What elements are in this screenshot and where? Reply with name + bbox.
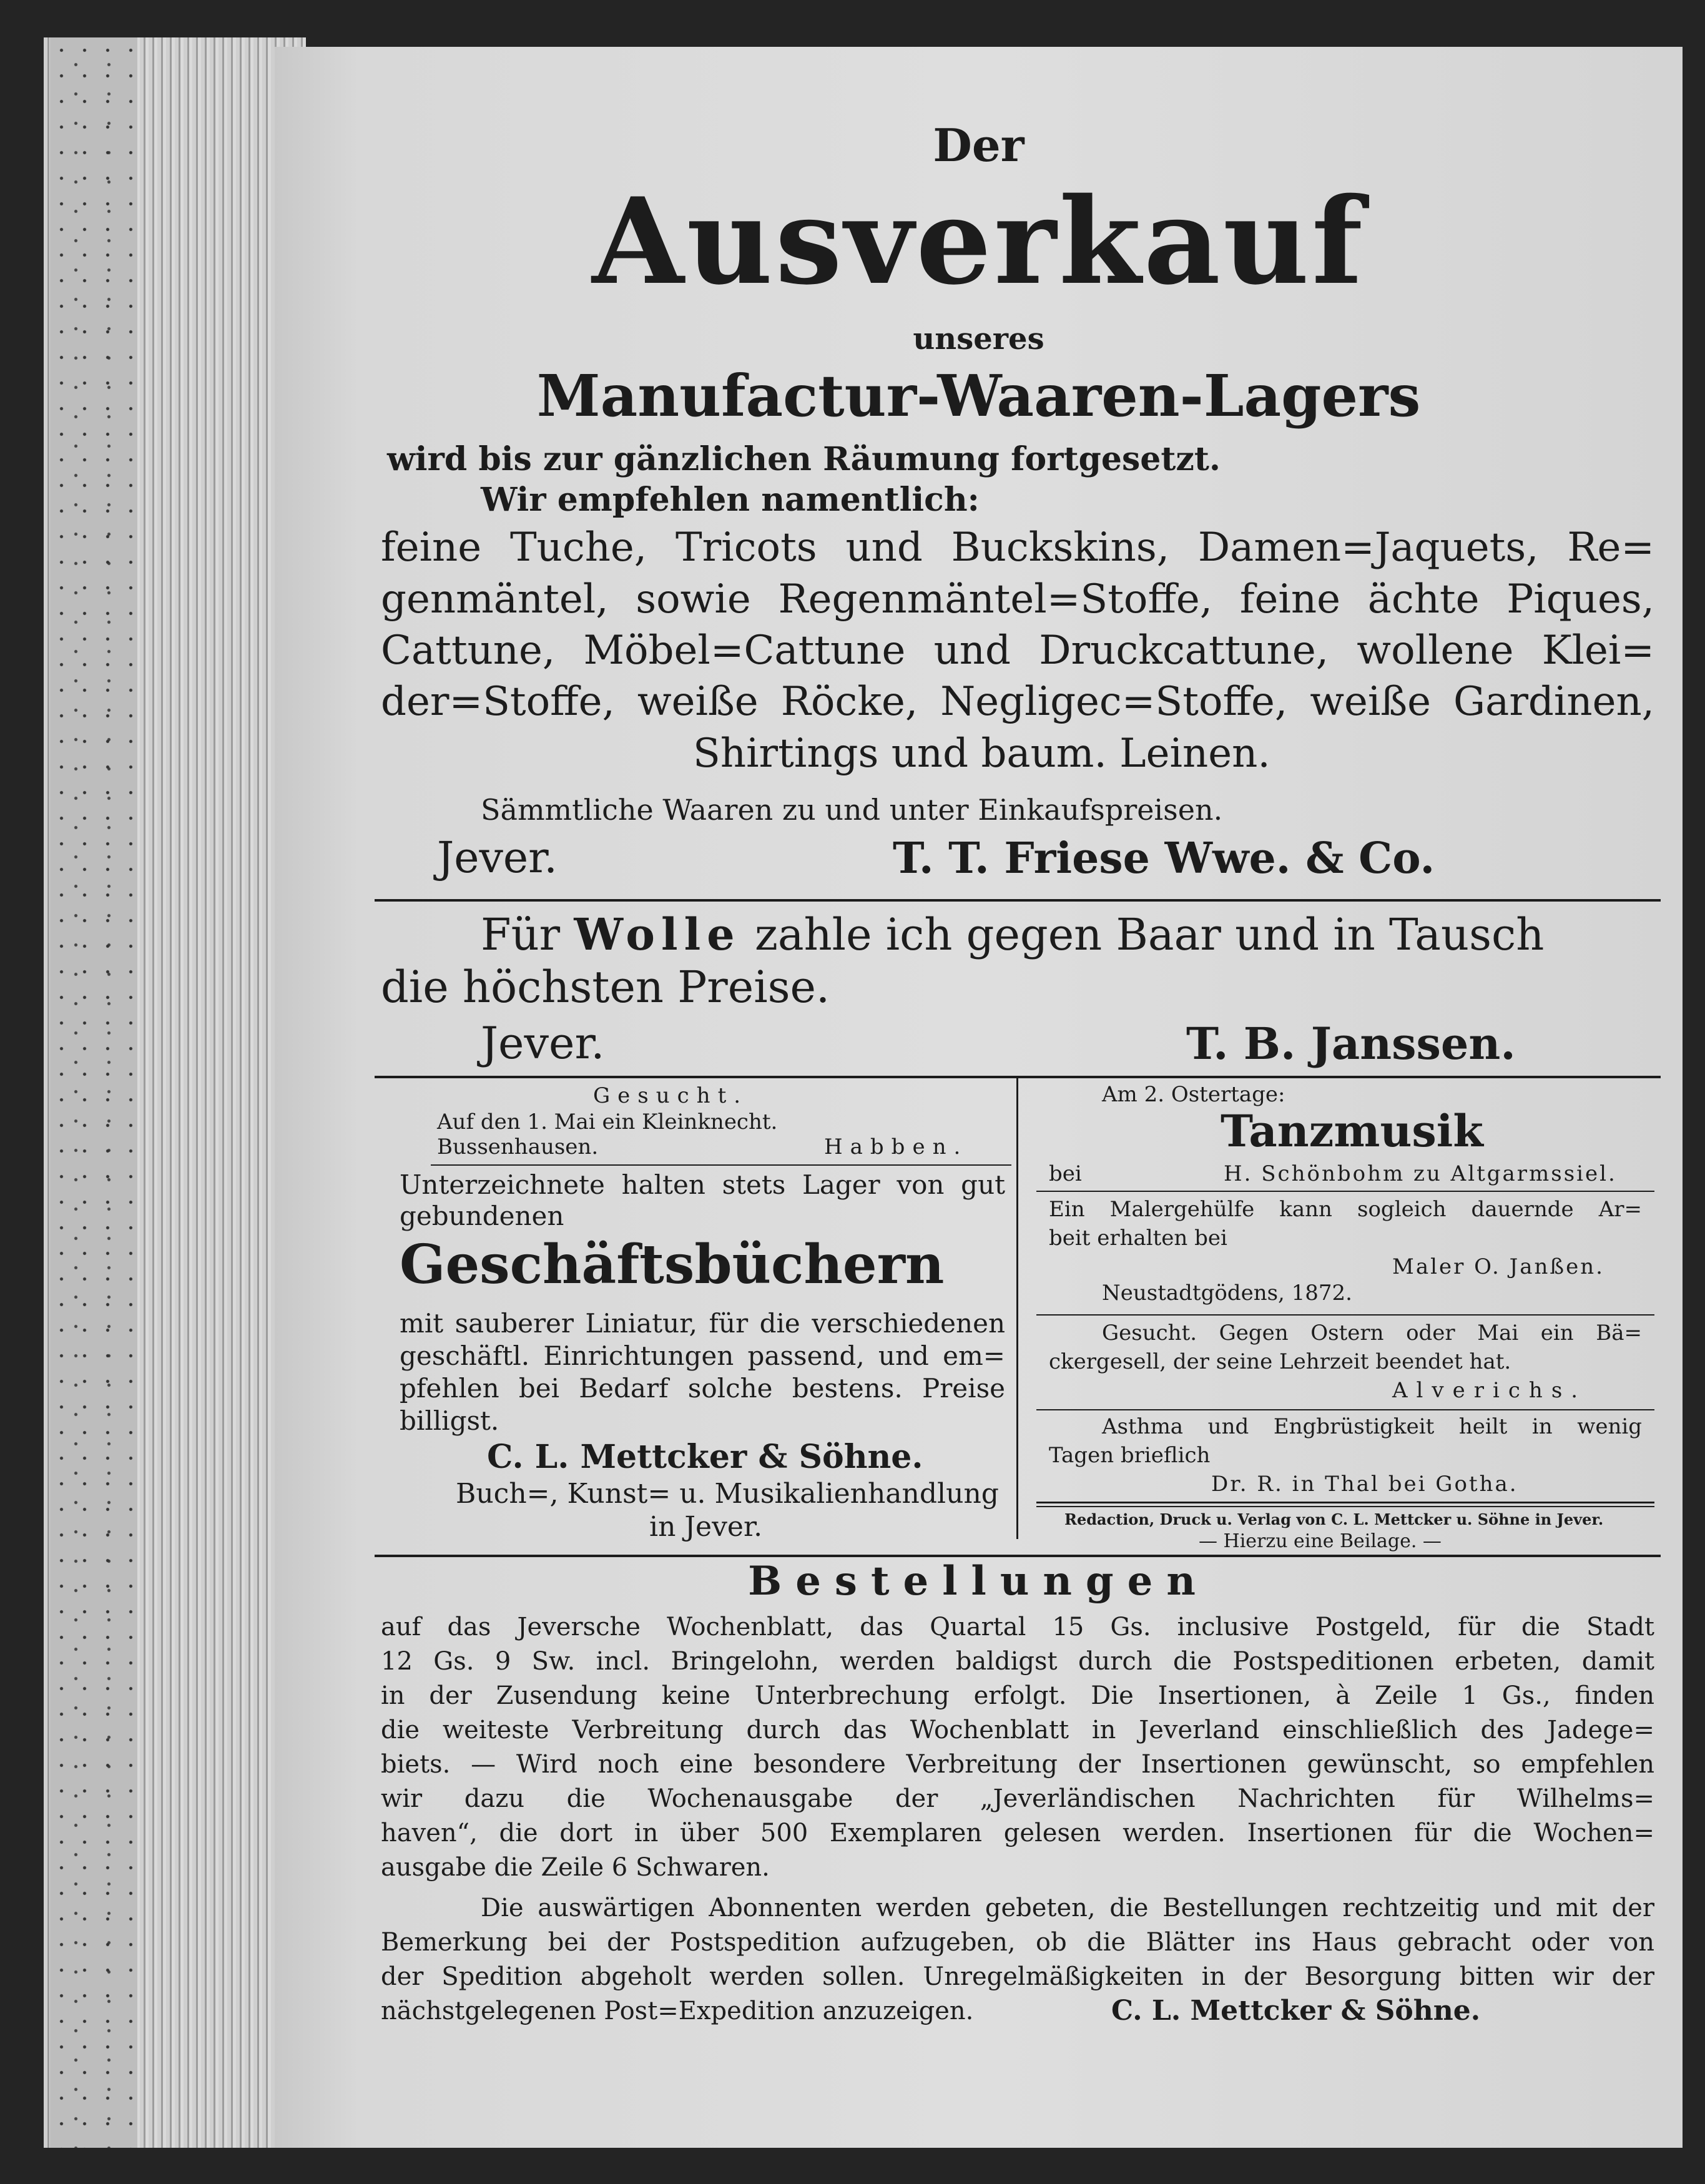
ad-der: Der <box>933 119 1024 172</box>
bestellungen-line: wir dazu die Wochenausgabe der „Jeverländischen Nachrichten für Wilhelms= <box>381 1784 1654 1813</box>
ad-manufactur: Manufactur-Waaren-Lagers <box>536 362 1421 430</box>
ad-ausverkauf-line2: Wir empfehlen namentlich: <box>481 481 980 519</box>
ad-maler-line1: Ein Malergehülfe kann sogleich dauernde Ar= <box>1049 1197 1642 1222</box>
divider <box>375 1555 1661 1557</box>
ad-wolle-line1 <box>481 908 1544 960</box>
ad-goods-line: feine Tuche, Tricots und Buckskins, Damen=Jaquets, Re= <box>381 524 1654 571</box>
ad-maler-line2: beit erhalten bei <box>1049 1226 1227 1251</box>
ad-wolle-name: T. B. Janssen. <box>1186 1018 1516 1070</box>
ad-gesucht-title: Gesucht. <box>593 1083 749 1108</box>
divider <box>1036 1191 1654 1192</box>
bestellungen-line: haven“, die dort in über 500 Exemplaren gelesen werden. Insertionen für die Wochen= <box>381 1819 1654 1847</box>
ad-buecher-headline: Geschäftsbüchern <box>400 1233 945 1296</box>
bestellungen-line-last: ausgabe die Zeile 6 Schwaren. <box>381 1853 770 1882</box>
ad-asthma-line2: Tagen brieflich <box>1049 1443 1211 1468</box>
ad-ausverkauf-line1: wird bis zur gänzlichen Räumung fortgesetzt. <box>387 440 1221 478</box>
divider <box>1036 1409 1654 1410</box>
ad-maler-name: Maler O. Janßen. <box>1392 1254 1604 1279</box>
ad-buecher-body: geschäftl. Einrichtungen passend, und em= <box>400 1340 1005 1371</box>
ad-prices: Sämmtliche Waaren zu und unter Einkaufspreisen. <box>481 793 1223 827</box>
ad-buecher-body: pfehlen bei Bedarf solche bestens. Preise <box>400 1373 1005 1404</box>
bestellungen-line: Die auswärtigen Abonnenten werden gebeten, die Bestellungen rechtzeitig und mit der <box>481 1894 1654 1922</box>
ad-baecker-line2: ckergesell, der seine Lehrzeit beendet hat. <box>1049 1349 1511 1374</box>
bestellungen-line-last: nächstgelegenen Post=Expedition anzuzeigen. <box>381 1997 974 2025</box>
ad-buecher-line1: Unterzeichnete halten stets Lager von gut <box>400 1169 1005 1200</box>
ad-gesucht-text: Auf den 1. Mai ein Kleinknecht. <box>437 1109 778 1134</box>
bestellungen-line: in der Zusendung keine Unterbrechung erfolgt. Die Insertionen, à Zeile 1 Gs., finden <box>381 1681 1654 1710</box>
ad-goods-line: Shirtings und baum. Leinen. <box>693 730 1270 777</box>
newspaper-page <box>275 47 1683 2148</box>
ad-tanzmusik-headline: Tanzmusik <box>1221 1105 1483 1157</box>
ad-gesucht-name: Habben. <box>824 1134 968 1159</box>
bestellungen-line: Bemerkung bei der Postspedition aufzugeben, ob die Blätter ins Haus gebracht oder von <box>381 1928 1654 1957</box>
ad-goods-line: Cattune, Möbel=Cattune und Druckcattune, wollene Klei= <box>381 627 1654 674</box>
ad-ausverkauf-place: Jever. <box>437 834 558 883</box>
ad-goods-line: der=Stoffe, weiße Röcke, Negligec=Stoffe, weiße Gardinen, <box>381 679 1654 725</box>
ad-wolle-line2: die höchsten Preise. <box>381 962 830 1013</box>
column-divider <box>1016 1077 1018 1539</box>
bestellungen-line: der Spedition abgeholt werden sollen. Unregelmäßigkeiten in der Besorgung bitten wir der <box>381 1962 1654 1991</box>
bestellungen-line: die weiteste Verbreitung durch das Wochenblatt in Jeverland einschließlich des Jadege= <box>381 1716 1654 1744</box>
ad-tanzmusik-bei: bei <box>1049 1161 1082 1186</box>
ad-buecher-body-last: billigst. <box>400 1405 499 1436</box>
ad-baecker-name: Alverichs. <box>1392 1378 1587 1403</box>
bestellungen-line: 12 Gs. 9 Sw. incl. Bringelohn, werden baldigst durch die Postspeditionen erbeten, damit <box>381 1647 1654 1676</box>
divider <box>1036 1314 1654 1316</box>
bestellungen-title: Bestellungen <box>748 1558 1209 1605</box>
ad-unseres: unseres <box>913 322 1044 357</box>
ad-wolle-bold: Wolle <box>574 908 741 960</box>
ad-buecher-firm: C. L. Mettcker & Söhne. <box>487 1438 923 1476</box>
ad-wolle-pre: Für <box>481 909 561 960</box>
ad-goods-line: genmäntel, sowie Regenmäntel=Stoffe, feine ächte Piques, <box>381 576 1654 622</box>
divider <box>1036 1502 1654 1503</box>
ad-buecher-sub1: Buch=, Kunst= u. Musikalienhandlung <box>456 1478 999 1510</box>
divider <box>375 899 1661 902</box>
book-cover-edge <box>50 37 137 2148</box>
divider <box>431 1164 1011 1166</box>
ad-buecher-line2: gebundenen <box>400 1201 564 1231</box>
ad-baecker-line1: Gesucht. Gegen Ostern oder Mai ein Bä= <box>1102 1321 1642 1345</box>
imprint-line1: Redaction, Druck u. Verlag von C. L. Mettcker u. Söhne in Jever. <box>1064 1510 1604 1528</box>
ad-ausverkauf-firm: T. T. Friese Wwe. & Co. <box>893 834 1435 883</box>
ad-maler-place: Neustadtgödens, 1872. <box>1102 1281 1352 1306</box>
ad-asthma-line1: Asthma und Engbrüstigkeit heilt in wenig <box>1102 1414 1642 1439</box>
ad-tanzmusik-date: Am 2. Ostertage: <box>1102 1082 1285 1107</box>
divider <box>1036 1506 1654 1507</box>
ad-buecher-body: mit sauberer Liniatur, für die verschiedenen <box>400 1308 1005 1339</box>
ad-wolle-post: zahle ich gegen Baar und in Tausch <box>754 909 1545 960</box>
bestellungen-line: biets. — Wird noch eine besondere Verbreitung der Insertionen gewünscht, so empfehlen <box>381 1750 1654 1779</box>
ad-asthma-name: Dr. R. in Thal bei Gotha. <box>1211 1472 1518 1497</box>
ad-buecher-sub2: in Jever. <box>649 1511 763 1543</box>
ad-tanzmusik-host: H. Schönbohm zu Altgarmssiel. <box>1224 1161 1617 1186</box>
bestellungen-firm: C. L. Mettcker & Söhne. <box>1111 1995 1481 2027</box>
imprint-line2: — Hierzu eine Beilage. — <box>1199 1530 1442 1552</box>
ad-gesucht-place: Bussenhausen. <box>437 1134 599 1159</box>
ad-headline-ausverkauf: Ausverkauf <box>592 172 1365 311</box>
bestellungen-line: auf das Jeversche Wochenblatt, das Quartal 15 Gs. inclusive Postgeld, für die Stadt <box>381 1613 1654 1641</box>
ad-wolle-place: Jever. <box>481 1018 605 1069</box>
